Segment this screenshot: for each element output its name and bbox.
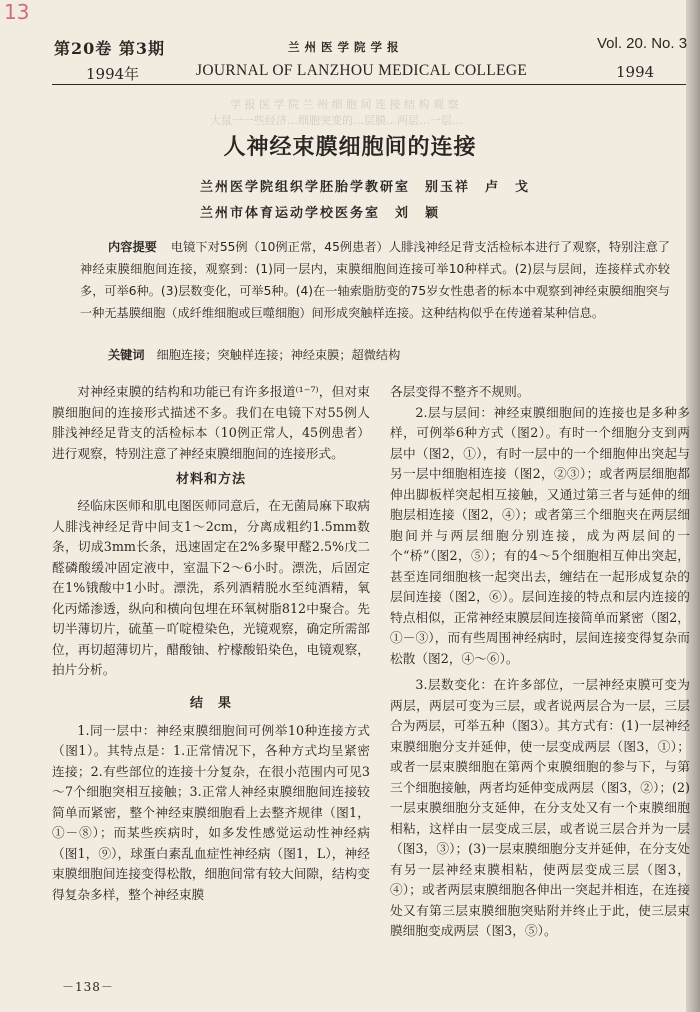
methods-heading: 材料和方法 bbox=[175, 472, 246, 487]
results-heading: 结 果 bbox=[189, 695, 232, 711]
right-column bbox=[390, 382, 690, 942]
results-paragraph: 1.同一层中：神经束膜细胞间可例举10种连接方式（图1）。其特点是：1.正常情况下，各种方式均呈紧密连接；2.有些部位的连接十分复杂，在很小范围内可见3～7个细胞突相互接触；3.正常人神经束膜细胞间连接较简单而紧密，整个神经束膜细胞看上去整齐规律（图1，①－⑧）；而某些疾病时，如多发性感觉运动性神经病（图1，⑨），球蛋白素乱血症性神经病（图1，L），神经束膜细胞间连接变得松散，细胞间常有较大间隙，结构变得复杂多样，整个神经束膜 bbox=[52, 722, 370, 902]
abstract bbox=[80, 236, 670, 324]
layer-connection-paragraph: 2.层与层间：神经束膜细胞间的连接也是多种多样，可例举6种方式（图2）。有时一个细胞分支到两层中（图2，①），有时一层中的一个细胞伸出突起与另一层中细胞相连接（图2，②③）；或者两层细胞都伸出脚板样突起相互接触，又通过第三者与延伸的细胞层相连接（图2，④）；或者第三个细胞夹在两层细胞间并与两层细胞分别连接，成为两层间的一个“桥”（图2，⑤）；有的4～5个细胞相互伸出突起，甚至连同细胞核一起突出去，缠结在一起形成复杂的层间连接（图2，⑥）。层间连接的特点和层内连接的特点相似，正常神经束膜层间连接简单而紧密（图2，①－③），而有些周围神经病时，层间连接变得复杂而松散（图2，④～⑥）。 bbox=[390, 404, 690, 666]
volume-issue: 第20卷 第3期 bbox=[54, 39, 165, 58]
year-cn: 1994年 bbox=[86, 65, 140, 83]
results-continuation: 各层变得不整齐不规则。 bbox=[390, 384, 530, 399]
left-column bbox=[52, 382, 370, 905]
author-line-1: 兰州医学院组织学胚胎学教研室 别玉祥 卢 戈 bbox=[200, 180, 531, 195]
methods-paragraph: 经临床医师和肌电图医师同意后，在无菌局麻下取病人腓浅神经足背中间支1～2cm，分离成粗约1.5mm数条，切成3mm长条，迅速固定在2%多聚甲醛2.5%戊二醛磷酸缓冲固定液中，室温下2～6小时。漂洗，后固定在1%锇酸中1小时。漂洗，系列酒精脱水至纯酒精，氧化丙烯渗透，纵向和横向包埋在环氧树脂812中聚合。先切半薄切片，硫堇－吖啶橙染色，光镜观察，确定所需部位，再切超薄切片，醋酸铀、柠檬酸铅染色，电镜观察，拍片分析。 bbox=[52, 498, 370, 677]
keywords-label: 关键词 bbox=[108, 348, 145, 362]
layer-count-paragraph: 3.层数变化：在许多部位，一层神经束膜可变为两层，两层可变为三层，或者说两层合为一层，三层合为两层，可举五种（图3）。其方式有：(1)一层神经束膜细胞分支并延伸，使一层变成两层（图3，①）；或者一层束膜细胞在第两个束膜细胞的参与下，与第三个细胞接触，两者均延伸变成两层（图3，②）；(2)一层束膜细胞分支延伸，在分支处又有一个束膜细胞相粘，这样由一层变成三层，或者说三层合并为一层（图3，③）；(3)一层束膜细胞分支并延伸，在分支处有另一层神经束膜相粘，使两层变成三层（图3，④）；或者两层束膜细胞各伸出一突起并相连，在连接处又有第三层束膜细胞突贴附并终止于此，使三层束膜细胞变成两层（图3，⑤）。 bbox=[390, 677, 690, 938]
page-number: －138－ bbox=[62, 980, 114, 994]
show-through-text: 大鼠一一些经济…细胞突变的…层膜…两层…一层… bbox=[210, 114, 463, 127]
journal-name-en: JOURNAL OF LANZHOU MEDICAL COLLEGE bbox=[196, 62, 528, 79]
abstract-label: 内容提要 bbox=[108, 240, 157, 254]
show-through-text: 学 报 医 学 院 兰 州 细 胞 间 连 接 结 构 观 察 bbox=[230, 98, 459, 111]
corner-mark: 13 bbox=[4, 0, 30, 24]
abstract-text: 电镜下对55例（10例正常，45例患者）人腓浅神经足背支活检标本进行了观察，特别注意了神经束膜细胞间连接，观察到：(1)同一层内，束膜细胞间连接可举10种样式。(2)层与层间，连接样式亦较多，可举6种。(3)层数变化，可举5种。(4)在一轴索脂肪变的75岁女性患者的标本中观察到神经束膜细胞突与一种无基膜细胞（成纤维细胞或巨噬细胞）间形成突触样连接。这种结构似乎在传递着某种信息。 bbox=[80, 240, 670, 320]
intro-paragraph: 对神经束膜的结构和功能已有许多报道⁽¹⁻⁷⁾，但对束膜细胞间的连接形式描述不多。我们在电镜下对55例人腓浅神经足背支的活检标本（10例正常人，45例患者）进行观察，特别注意了神经束膜细胞间的连接形式。 bbox=[52, 384, 370, 461]
volume-issue-en: Vol. 20. No. 3 bbox=[597, 35, 688, 52]
keywords-text: 细胞连接；突触样连接；神经束膜；超微结构 bbox=[156, 348, 401, 362]
journal-name-cn: 兰州医学院学报 bbox=[288, 40, 404, 54]
year-en: 1994 bbox=[616, 63, 655, 81]
keywords bbox=[108, 346, 400, 363]
author-line-2: 兰州市体育运动学校医务室 刘 颖 bbox=[200, 206, 441, 221]
article-title: 人神经束膜细胞间的连接 bbox=[223, 134, 477, 160]
header-rule bbox=[52, 84, 686, 85]
